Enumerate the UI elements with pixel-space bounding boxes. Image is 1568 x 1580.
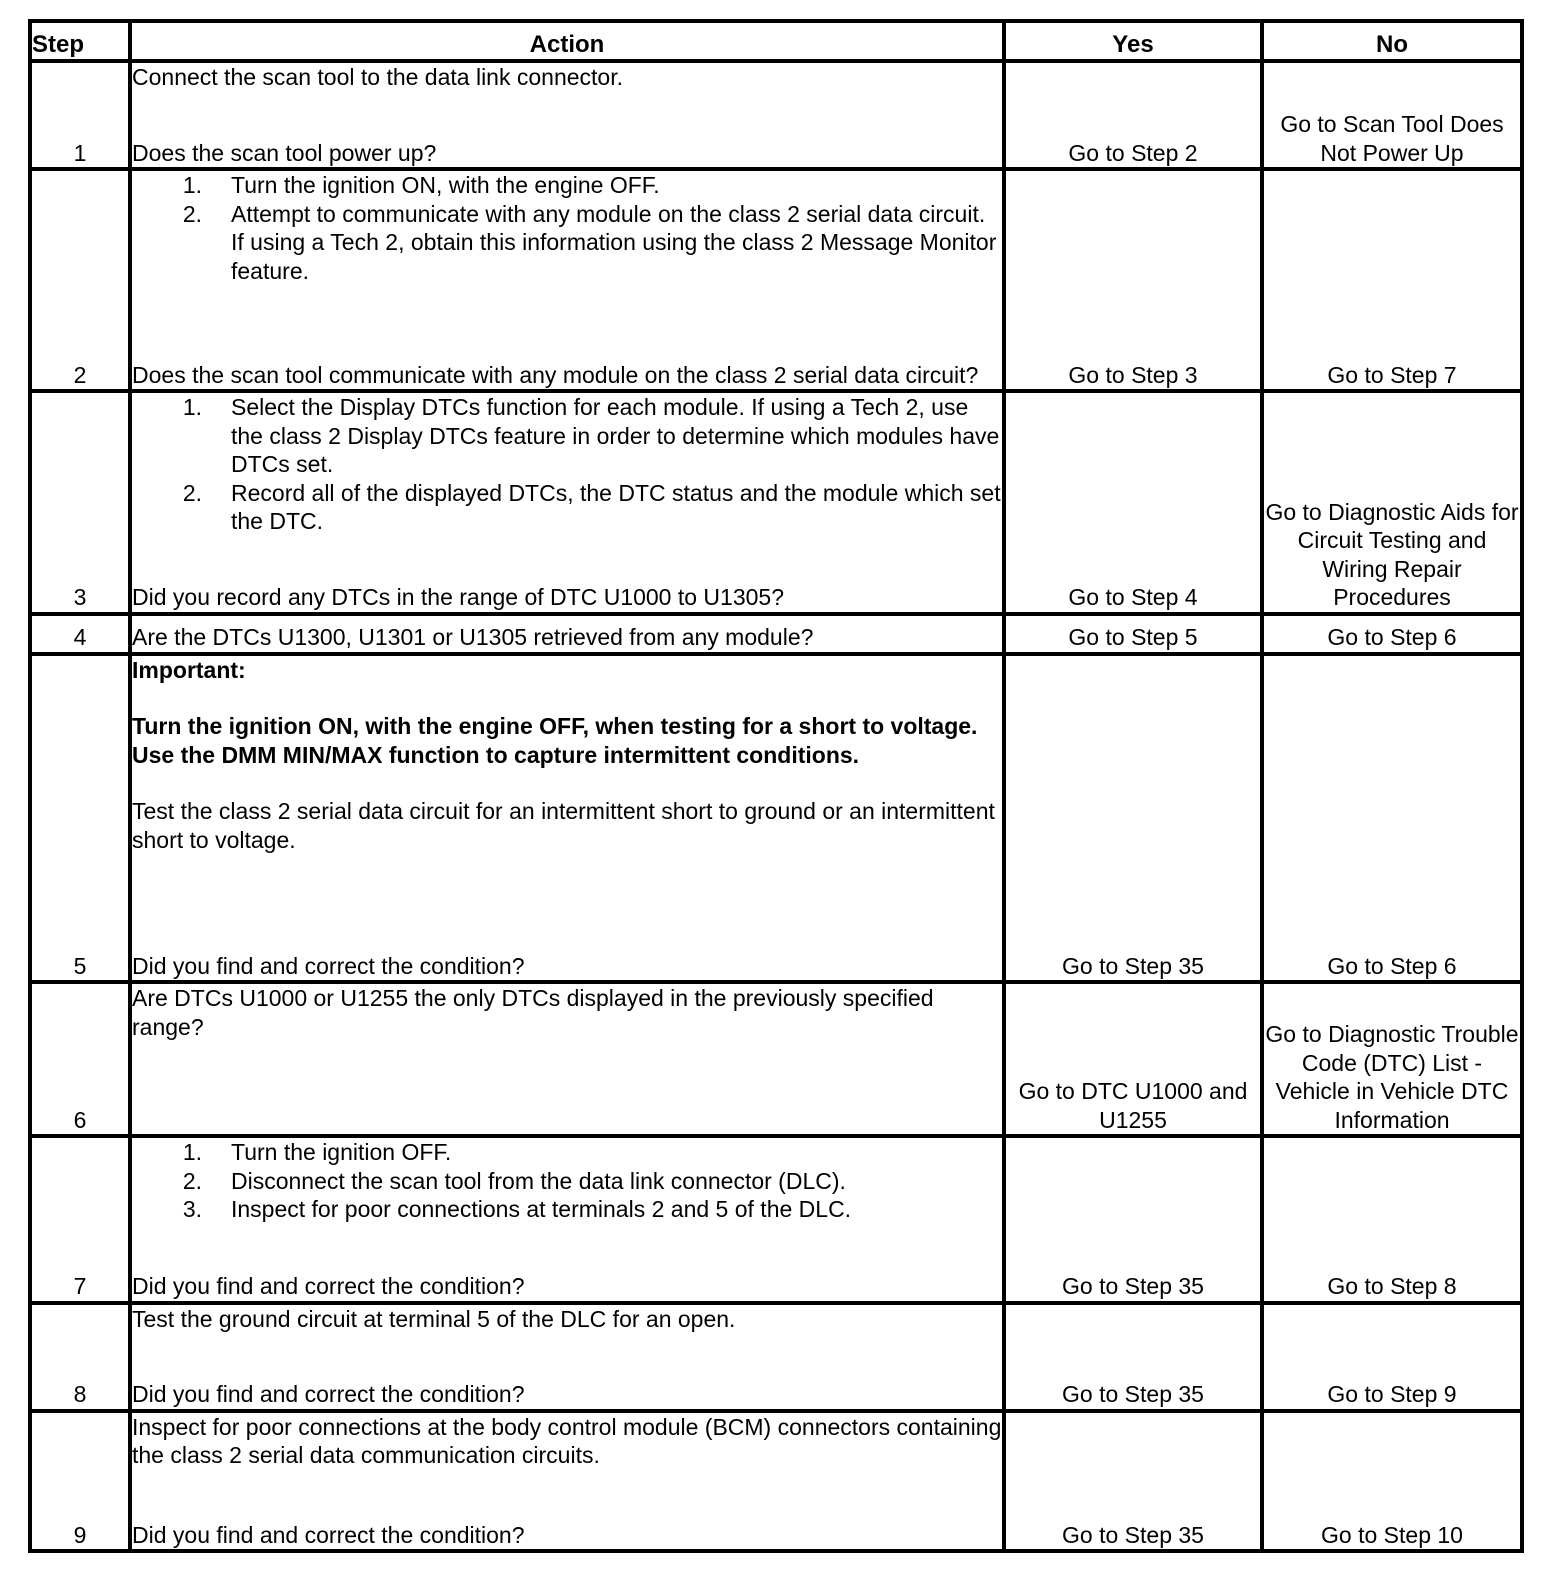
no-cell: Go to Step 6 (1262, 614, 1522, 654)
no-cell: Go to Step 8 (1262, 1136, 1522, 1302)
table-row (30, 654, 1522, 982)
step-number: 4 (30, 614, 130, 654)
action-instruction: Inspect for poor connections at the body control module (BCM) connectors containing the class 2 serial data communication circuits. (132, 1413, 1002, 1469)
action-cell (130, 169, 1004, 391)
yes-cell: Go to Step 5 (1004, 614, 1262, 654)
action-list (132, 393, 1002, 536)
action-question: Did you find and correct the condition? (132, 1381, 525, 1408)
important-note: Turn the ignition ON, with the engine OFF, when testing for a short to voltage. Use the DMM MIN/MAX function to capture intermittent conditions. (132, 713, 978, 768)
diagnostic-table (28, 19, 1524, 1553)
action-question: Does the scan tool power up? (132, 139, 437, 166)
table-row (30, 614, 1522, 654)
step-number: 3 (30, 391, 130, 613)
step-number: 2 (30, 169, 130, 391)
action-cell (130, 1136, 1004, 1302)
list-item: 1. Turn the ignition ON, with the engine OFF. (182, 172, 660, 199)
table-row (30, 1136, 1522, 1302)
list-item: 1. Turn the ignition OFF. (182, 1139, 452, 1166)
table-row (30, 1303, 1522, 1411)
action-list (132, 1138, 1002, 1224)
action-cell (130, 654, 1004, 982)
step-number: 1 (30, 61, 130, 169)
step-number: 7 (30, 1136, 130, 1302)
action-cell (130, 1411, 1004, 1551)
action-list (132, 171, 1002, 285)
no-cell: Go to Scan Tool Does Not Power Up (1262, 61, 1522, 169)
action-question: Did you find and correct the condition? (132, 1521, 525, 1548)
yes-cell: Go to Step 35 (1004, 1411, 1262, 1551)
action-cell (130, 61, 1004, 169)
no-cell: Go to Step 9 (1262, 1303, 1522, 1411)
list-item: 2. Record all of the displayed DTCs, the DTC status and the module which set the DTC. (182, 479, 1001, 535)
important-label: Important: (132, 656, 246, 683)
table-row (30, 61, 1522, 169)
step-number: 9 (30, 1411, 130, 1551)
yes-cell: Go to Step 2 (1004, 61, 1262, 169)
step-number: 6 (30, 982, 130, 1136)
yes-cell: Go to Step 35 (1004, 654, 1262, 982)
action-question: Did you record any DTCs in the range of DTC U1000 to U1305? (132, 584, 784, 611)
header-yes: Yes (1004, 21, 1262, 61)
yes-cell: Go to DTC U1000 and U1255 (1004, 982, 1262, 1136)
yes-cell: Go to Step 35 (1004, 1303, 1262, 1411)
table-row (30, 982, 1522, 1136)
action-instruction: Test the ground circuit at terminal 5 of the DLC for an open. (132, 1305, 736, 1332)
action-question: Does the scan tool communicate with any module on the class 2 serial data circuit? (132, 361, 979, 388)
yes-cell: Go to Step 4 (1004, 391, 1262, 613)
header-row (30, 21, 1522, 61)
table-row (30, 391, 1522, 613)
no-cell: Go to Diagnostic Aids for Circuit Testing and Wiring Repair Procedures (1262, 391, 1522, 613)
action-question: Are the DTCs U1300, U1301 or U1305 retrieved from any module? (132, 624, 814, 651)
table-row (30, 169, 1522, 391)
step-number: 5 (30, 654, 130, 982)
action-question: Did you find and correct the condition? (132, 1273, 525, 1300)
action-cell (130, 982, 1004, 1136)
header-no: No (1262, 21, 1522, 61)
table-row (30, 1411, 1522, 1551)
list-item: 2. Disconnect the scan tool from the data link connector (DLC). (182, 1167, 846, 1194)
list-item: 3. Inspect for poor connections at terminals 2 and 5 of the DLC. (182, 1196, 852, 1223)
no-cell: Go to Step 6 (1262, 654, 1522, 982)
action-instruction: Connect the scan tool to the data link connector. (132, 64, 623, 90)
no-cell: Go to Diagnostic Trouble Code (DTC) List - Vehicle in Vehicle DTC Information (1262, 982, 1522, 1136)
action-cell (130, 391, 1004, 613)
list-item: 1. Select the Display DTCs function for each module. If using a Tech 2, use the class 2 Display DTCs feature in order to determine which modules have DTCs set. (182, 394, 1000, 478)
header-step: Step (30, 21, 130, 61)
action-question: Did you find and correct the condition? (132, 952, 525, 979)
action-instruction: Test the class 2 serial data circuit for an intermittent short to ground or an intermittent short to voltage. (132, 798, 995, 853)
action-question: Are DTCs U1000 or U1255 the only DTCs displayed in the previously specified range? (132, 985, 934, 1040)
no-cell: Go to Step 10 (1262, 1411, 1522, 1551)
no-cell: Go to Step 7 (1262, 169, 1522, 391)
list-item: 2. Attempt to communicate with any module on the class 2 serial data circuit. If using a Tech 2, obtain this information using the class 2 Message Monitor feature. (182, 200, 997, 284)
step-number: 8 (30, 1303, 130, 1411)
action-cell (130, 614, 1004, 654)
action-cell (130, 1303, 1004, 1411)
yes-cell: Go to Step 3 (1004, 169, 1262, 391)
yes-cell: Go to Step 35 (1004, 1136, 1262, 1302)
header-action: Action (130, 21, 1004, 61)
